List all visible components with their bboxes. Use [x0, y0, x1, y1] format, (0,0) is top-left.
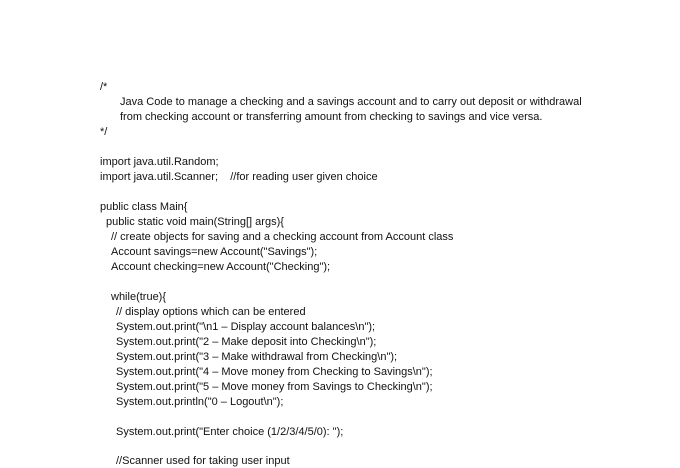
- main-method: public static void main(String[] args){: [106, 216, 284, 228]
- option-5-line: System.out.print("5 – Move money from Savings to Checking\n");: [116, 381, 433, 393]
- display-options-comment: // display options which can be entered: [116, 306, 306, 318]
- create-objects-comment: // create objects for saving and a checking account from Account class: [111, 231, 454, 243]
- comment-line-2: from checking account or transferring amount from checking to savings and vice versa.: [120, 111, 543, 123]
- option-0-line: System.out.println("0 – Logout\n");: [116, 396, 284, 408]
- option-1-line: System.out.print("\n1 – Display account balances\n");: [116, 321, 376, 333]
- import-scanner: import java.util.Scanner; //for reading user given choice: [100, 171, 378, 183]
- option-4-line: System.out.print("4 – Move money from Checking to Savings\n");: [116, 366, 433, 378]
- option-3-line: System.out.print("3 – Make withdrawal from Checking\n");: [116, 351, 398, 363]
- enter-choice-line: System.out.print("Enter choice (1/2/3/4/5/0): ");: [116, 426, 344, 438]
- scanner-comment-cutoff: //Scanner used for taking user input: [116, 455, 290, 467]
- while-loop: while(true){: [111, 291, 167, 303]
- savings-account-line: Account savings=new Account("Savings");: [111, 246, 318, 258]
- comment-close: */: [100, 126, 108, 138]
- checking-account-line: Account checking=new Account("Checking");: [111, 261, 331, 273]
- class-declaration: public class Main{: [100, 201, 188, 213]
- comment-line-1: Java Code to manage a checking and a savings account and to carry out deposit or withdrawal: [120, 96, 582, 108]
- comment-open: /*: [100, 81, 108, 93]
- import-random: import java.util.Random;: [100, 156, 219, 168]
- option-2-line: System.out.print("2 – Make deposit into Checking\n");: [116, 336, 377, 348]
